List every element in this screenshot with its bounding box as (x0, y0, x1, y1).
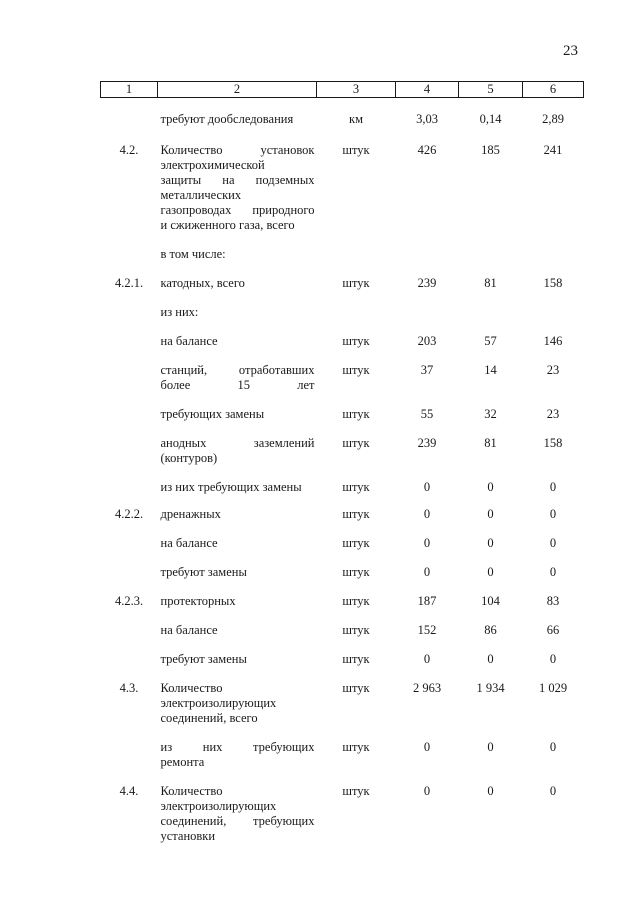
column-header: 2 (158, 82, 317, 98)
row-value-col4: 203 (417, 334, 437, 348)
row-value-col5: 0 (487, 565, 494, 579)
row-value-col5: 0 (487, 740, 494, 754)
row-label-line: Количество установок (160, 143, 315, 157)
row-label-line: соединений, всего (160, 711, 258, 725)
row-value-col6: 158 (543, 276, 563, 290)
table-row (101, 127, 584, 233)
row-code (101, 726, 158, 770)
row-unit: км (349, 112, 363, 126)
row-label-line: требующих замены (160, 407, 265, 421)
page-number: 23 (563, 43, 578, 59)
row-value-col6: 146 (543, 334, 563, 348)
row-label (158, 667, 317, 726)
table-row (101, 551, 584, 580)
row-label (158, 466, 317, 495)
row-unit (317, 233, 396, 262)
row-label-line: электрохимической (160, 158, 265, 172)
row-value-col6: 23 (546, 363, 560, 377)
row-value-col4 (396, 233, 459, 262)
row-value-col5: 0 (487, 507, 494, 521)
table-row (101, 495, 584, 522)
row-value-col4: 2 963 (412, 681, 442, 695)
row-label-line: и сжиженного газа, всего (160, 218, 295, 232)
row-code: 4.2.1. (114, 276, 144, 290)
row-value-col6: 0 (549, 565, 557, 579)
table-row (101, 522, 584, 551)
row-unit: штук (342, 623, 370, 637)
row-value-col5: 86 (484, 623, 497, 637)
row-label-line: дренажных (160, 507, 221, 521)
row-value-col5: 185 (481, 143, 500, 157)
row-label-line: газопроводах природного (160, 203, 315, 217)
row-value-col6: 0 (549, 536, 557, 550)
row-label-line: протекторных (160, 594, 236, 608)
column-header: 6 (523, 82, 584, 98)
row-unit: штук (342, 594, 370, 608)
row-label (158, 580, 317, 609)
row-label-line: ремонта (160, 755, 205, 769)
row-unit: штук (342, 681, 370, 695)
row-code (101, 422, 158, 466)
row-value-col6: 241 (543, 143, 563, 157)
table-row (101, 580, 584, 609)
row-code (101, 291, 158, 320)
table-row (101, 291, 584, 320)
row-unit: штук (342, 565, 370, 579)
row-label-line: на балансе (160, 536, 218, 550)
row-value-col5: 0 (487, 480, 494, 494)
row-label (158, 320, 317, 349)
row-value-col4: 426 (417, 143, 437, 157)
row-value-col6 (523, 291, 584, 320)
table-row (101, 466, 584, 495)
row-code: 4.2.3. (114, 594, 144, 608)
table-row (101, 770, 584, 844)
row-label-line: требуют дообследования (160, 112, 294, 126)
row-unit: штук (342, 740, 370, 754)
row-value-col4: 187 (417, 594, 437, 608)
row-unit: штук (342, 536, 370, 550)
row-value-col5 (459, 291, 523, 320)
row-label (158, 127, 317, 233)
table-row (101, 393, 584, 422)
row-unit: штук (342, 363, 370, 377)
row-value-col4: 55 (420, 407, 434, 421)
row-label-line: установки (160, 829, 216, 843)
row-code (101, 466, 158, 495)
row-label (158, 638, 317, 667)
row-value-col4: 239 (417, 436, 437, 450)
row-value-col5: 104 (481, 594, 500, 608)
row-value-col6: 158 (543, 436, 563, 450)
row-code: 4.2. (119, 143, 139, 157)
table-row (101, 98, 584, 128)
row-value-col4: 0 (423, 536, 431, 550)
row-label (158, 770, 317, 844)
row-value-col5: 1 934 (476, 681, 505, 695)
row-unit: штук (342, 334, 370, 348)
row-value-col6: 1 029 (538, 681, 568, 695)
row-value-col5: 0 (487, 536, 494, 550)
row-label-line: из них: (160, 305, 199, 319)
row-value-col5: 81 (484, 276, 497, 290)
row-value-col5: 0 (487, 652, 494, 666)
column-header: 5 (459, 82, 523, 98)
column-header: 4 (396, 82, 459, 98)
row-label-line: металлических (160, 188, 242, 202)
header-row (101, 82, 584, 98)
row-label-line: из них требующих замены (160, 480, 302, 494)
row-code (101, 349, 158, 393)
row-value-col6: 66 (546, 623, 560, 637)
row-value-col6: 23 (546, 407, 560, 421)
row-label-line: в том числе: (160, 247, 226, 261)
row-label-line: на балансе (160, 623, 218, 637)
row-value-col5: 14 (484, 363, 497, 377)
table-row (101, 349, 584, 393)
row-code (101, 638, 158, 667)
row-unit: штук (342, 436, 370, 450)
table-row (101, 726, 584, 770)
row-value-col4: 3,03 (416, 112, 438, 126)
row-value-col4: 0 (423, 652, 431, 666)
row-label (158, 522, 317, 551)
row-code (101, 551, 158, 580)
table-row (101, 609, 584, 638)
row-value-col6: 0 (549, 507, 557, 521)
row-value-col4: 0 (423, 784, 431, 798)
row-value-col5: 32 (484, 407, 497, 421)
table-row (101, 262, 584, 291)
row-unit: штук (342, 652, 370, 666)
row-value-col4: 37 (420, 363, 434, 377)
row-value-col4: 0 (423, 740, 431, 754)
row-value-col6: 0 (549, 740, 557, 754)
row-label-line: Количество (160, 784, 223, 798)
column-header: 1 (101, 82, 158, 98)
row-label-line: соединений, требующих (160, 814, 315, 828)
row-code (101, 233, 158, 262)
row-value-col6: 83 (546, 594, 560, 608)
row-value-col6: 0 (549, 480, 557, 494)
table-row (101, 233, 584, 262)
row-label-line: электроизолирующих (160, 696, 277, 710)
row-label (158, 233, 317, 262)
row-code: 4.3. (119, 681, 139, 695)
row-label (158, 291, 317, 320)
row-value-col5: 57 (484, 334, 497, 348)
row-code (101, 393, 158, 422)
row-value-col4: 0 (423, 507, 431, 521)
row-label-line: требуют замены (160, 652, 247, 666)
row-unit: штук (342, 784, 370, 798)
row-label (158, 98, 317, 128)
row-unit: штук (342, 407, 370, 421)
row-value-col4: 0 (423, 565, 431, 579)
row-label (158, 609, 317, 638)
row-label (158, 495, 317, 522)
row-value-col5: 0,14 (479, 112, 502, 126)
row-label (158, 422, 317, 466)
row-label-line: из них требующих (160, 740, 315, 754)
row-value-col4: 0 (423, 480, 431, 494)
row-value-col6: 0 (549, 652, 557, 666)
row-value-col6: 2,89 (542, 112, 564, 126)
row-label-line: катодных, всего (160, 276, 245, 290)
row-code (101, 320, 158, 349)
row-label (158, 393, 317, 422)
table-row (101, 422, 584, 466)
row-unit: штук (342, 507, 370, 521)
row-code: 4.2.2. (114, 507, 144, 521)
data-table (100, 81, 584, 844)
row-label-line: на балансе (160, 334, 218, 348)
row-value-col5: 81 (484, 436, 497, 450)
row-value-col4: 239 (417, 276, 437, 290)
table-row (101, 638, 584, 667)
row-label (158, 551, 317, 580)
row-label (158, 349, 317, 393)
row-code (101, 522, 158, 551)
row-unit (317, 291, 396, 320)
row-label-line: более 15 лет (160, 378, 315, 392)
row-unit: штук (342, 480, 370, 494)
column-header: 3 (317, 82, 396, 98)
row-label-line: Количество (160, 681, 223, 695)
row-label (158, 262, 317, 291)
row-code (101, 609, 158, 638)
row-value-col6: 0 (549, 784, 557, 798)
row-value-col4: 152 (417, 623, 437, 637)
row-value-col4 (396, 291, 459, 320)
row-label-line: станций, отработавших (160, 363, 315, 377)
row-unit: штук (342, 276, 370, 290)
row-value-col5: 0 (487, 784, 494, 798)
row-code (101, 98, 158, 128)
row-value-col5 (459, 233, 523, 262)
row-label (158, 726, 317, 770)
row-label-line: (контуров) (160, 451, 218, 465)
table-row (101, 320, 584, 349)
row-label-line: требуют замены (160, 565, 247, 579)
row-label-line: анодных заземлений (160, 436, 315, 450)
row-code: 4.4. (119, 784, 139, 798)
table-row (101, 667, 584, 726)
row-unit: штук (342, 143, 370, 157)
row-label-line: электроизолирующих (160, 799, 277, 813)
row-value-col6 (523, 233, 584, 262)
row-label-line: защиты на подземных (160, 173, 315, 187)
